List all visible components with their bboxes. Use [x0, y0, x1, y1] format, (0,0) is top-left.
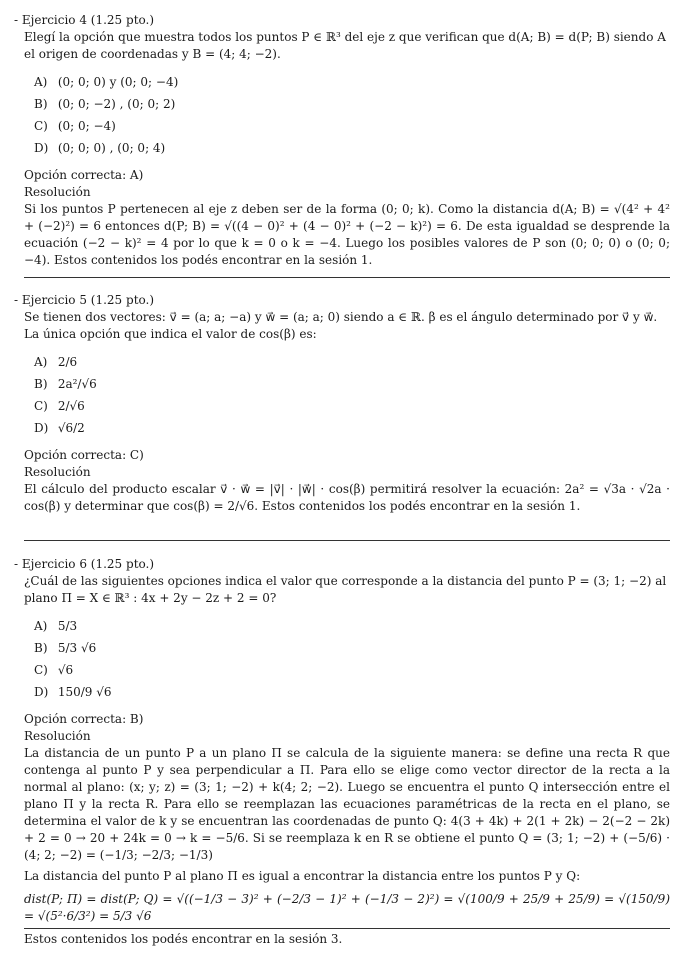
- exercise-statement: Elegí la opción que muestra todos los puntos P ∈ ℝ³ del eje z que verifican que d(A; B) = d(P; B) siendo A el origen de coordenadas y B = (4; 4; −2).: [24, 30, 666, 61]
- correct-answer: Opción correcta: B): [24, 712, 144, 726]
- distance-formula: dist(P; Π) = dist(P; Q) = √((−1/3 − 3)² + (−2/3 − 1)² + (−1/3 − 2)²) = √(100/9 + 25/9 + 25/9) = √(150/9) = √(5²·6/3²) = 5/3 √6: [24, 892, 670, 923]
- resolution-title: Resolución: [24, 185, 91, 199]
- resolution-text: El cálculo del producto escalar v⃗ · w⃗ = |v⃗| · |w⃗| · cos(β) permitirá resolver la ecuación: 2a² = √3a · √2a · cos(β) y determinar que cos(β) = 2/√6. Estos contenidos los podés encontrar en la sesión 1.: [24, 482, 670, 513]
- exercise-5: [14, 292, 670, 515]
- option-c[interactable]: [34, 395, 670, 417]
- option-c[interactable]: [34, 115, 670, 137]
- option-text: 5/3 √6: [57, 641, 97, 655]
- resolution-line: La distancia del punto P al plano Π es igual a encontrar la distancia entre los puntos P y Q:: [24, 869, 581, 883]
- option-d[interactable]: [34, 681, 670, 703]
- option-b[interactable]: [34, 637, 670, 659]
- exercise-4: [14, 12, 670, 269]
- correct-answer: Opción correcta: A): [24, 168, 144, 182]
- exercise-6: [14, 556, 670, 948]
- option-text: √6/2: [57, 421, 85, 435]
- resolution-closing: Estos contenidos los podés encontrar en la sesión 3.: [24, 932, 343, 946]
- options-list: [34, 351, 670, 439]
- option-text: (0; 0; −2) , (0; 0; 2): [57, 97, 176, 111]
- option-label: D): [34, 685, 49, 699]
- resolution-title: Resolución: [24, 465, 91, 479]
- options-list: [34, 615, 670, 703]
- section-divider: [24, 540, 670, 541]
- option-label: C): [34, 119, 48, 133]
- option-label: D): [34, 141, 49, 155]
- option-c[interactable]: [34, 659, 670, 681]
- exercise-header: - Ejercicio 5 (1.25 pto.): [14, 293, 155, 307]
- option-d[interactable]: [34, 137, 670, 159]
- option-text: (0; 0; 0) , (0; 0; 4): [57, 141, 166, 155]
- option-text: 150/9 √6: [57, 685, 112, 699]
- section-divider: [24, 277, 670, 278]
- exercise-statement: ¿Cuál de las siguientes opciones indica el valor que corresponde a la distancia del punto P = (3; 1; −2) al plano Π = X ∈ ℝ³ : 4x + 2y − 2z + 2 = 0?: [24, 574, 667, 605]
- option-text: 2a²/√6: [57, 377, 97, 391]
- option-label: C): [34, 663, 48, 677]
- option-label: D): [34, 421, 49, 435]
- correct-answer: Opción correcta: C): [24, 448, 144, 462]
- resolution-title: Resolución: [24, 729, 91, 743]
- option-a[interactable]: [34, 351, 670, 373]
- option-a[interactable]: [34, 615, 670, 637]
- option-b[interactable]: [34, 93, 670, 115]
- option-label: B): [34, 641, 48, 655]
- option-text: (0; 0; 0) y (0; 0; −4): [57, 75, 179, 89]
- option-text: 2/√6: [57, 399, 85, 413]
- option-label: A): [34, 355, 48, 369]
- option-text: √6: [57, 663, 74, 677]
- exercise-header: - Ejercicio 4 (1.25 pto.): [14, 13, 155, 27]
- option-text: 2/6: [57, 355, 78, 369]
- exercise-header: - Ejercicio 6 (1.25 pto.): [14, 557, 155, 571]
- resolution-text: La distancia de un punto P a un plano Π se calcula de la siguiente manera: se define una recta R que contenga al punto P y sea perpendicular a Π. Para ello se elige como vector director de la recta a la normal al plano: (x; y; z) = (3; 1; −2) + k(4; 2; −2). Luego se encuentra el punto Q intersección entre el plano Π y la recta R. Para ello se reemplazan las ecuaciones paramétricas de la recta en el plano, se determina el valor de k y se encuentran las coordenadas de punto Q: 4(3 + 4k) + 2(1 + 2k) − 2(−2 − 2k) + 2 = 0 → 20 + 24k = 0 → k = −5/6. Si se reemplaza k en R se obtiene el punto Q = (3; 1; −2) + (−5/6) · (4; 2; −2) = (−1/3; −2/3; −1/3): [24, 746, 670, 862]
- section-divider: [24, 928, 670, 929]
- exercise-statement: Se tienen dos vectores: v⃗ = (a; a; −a) y w⃗ = (a; a; 0) siendo a ∈ ℝ. β es el ángulo determinado por v⃗ y w⃗. La única opción que indica el valor de cos(β) es:: [24, 310, 658, 341]
- option-label: B): [34, 377, 48, 391]
- option-label: A): [34, 75, 48, 89]
- option-label: C): [34, 399, 48, 413]
- option-text: 5/3: [57, 619, 78, 633]
- option-a[interactable]: [34, 71, 670, 93]
- option-d[interactable]: [34, 417, 670, 439]
- option-label: B): [34, 97, 48, 111]
- option-b[interactable]: [34, 373, 670, 395]
- resolution-text: Si los puntos P pertenecen al eje z deben ser de la forma (0; 0; k). Como la distancia d(A; B) = √(4² + 4² + (−2)²) = 6 entonces d(P; B) = √((4 − 0)² + (4 − 0)² + (−2 − k)²) = 6. De esta igualdad se desprende la ecuación (−2 − k)² = 4 por lo que k = 0 o k = −4. Luego los posibles valores de P son (0; 0; 0) o (0; 0; −4). Estos contenidos los podés encontrar en la sesión 1.: [24, 202, 670, 267]
- option-label: A): [34, 619, 48, 633]
- options-list: [34, 71, 670, 159]
- option-text: (0; 0; −4): [57, 119, 116, 133]
